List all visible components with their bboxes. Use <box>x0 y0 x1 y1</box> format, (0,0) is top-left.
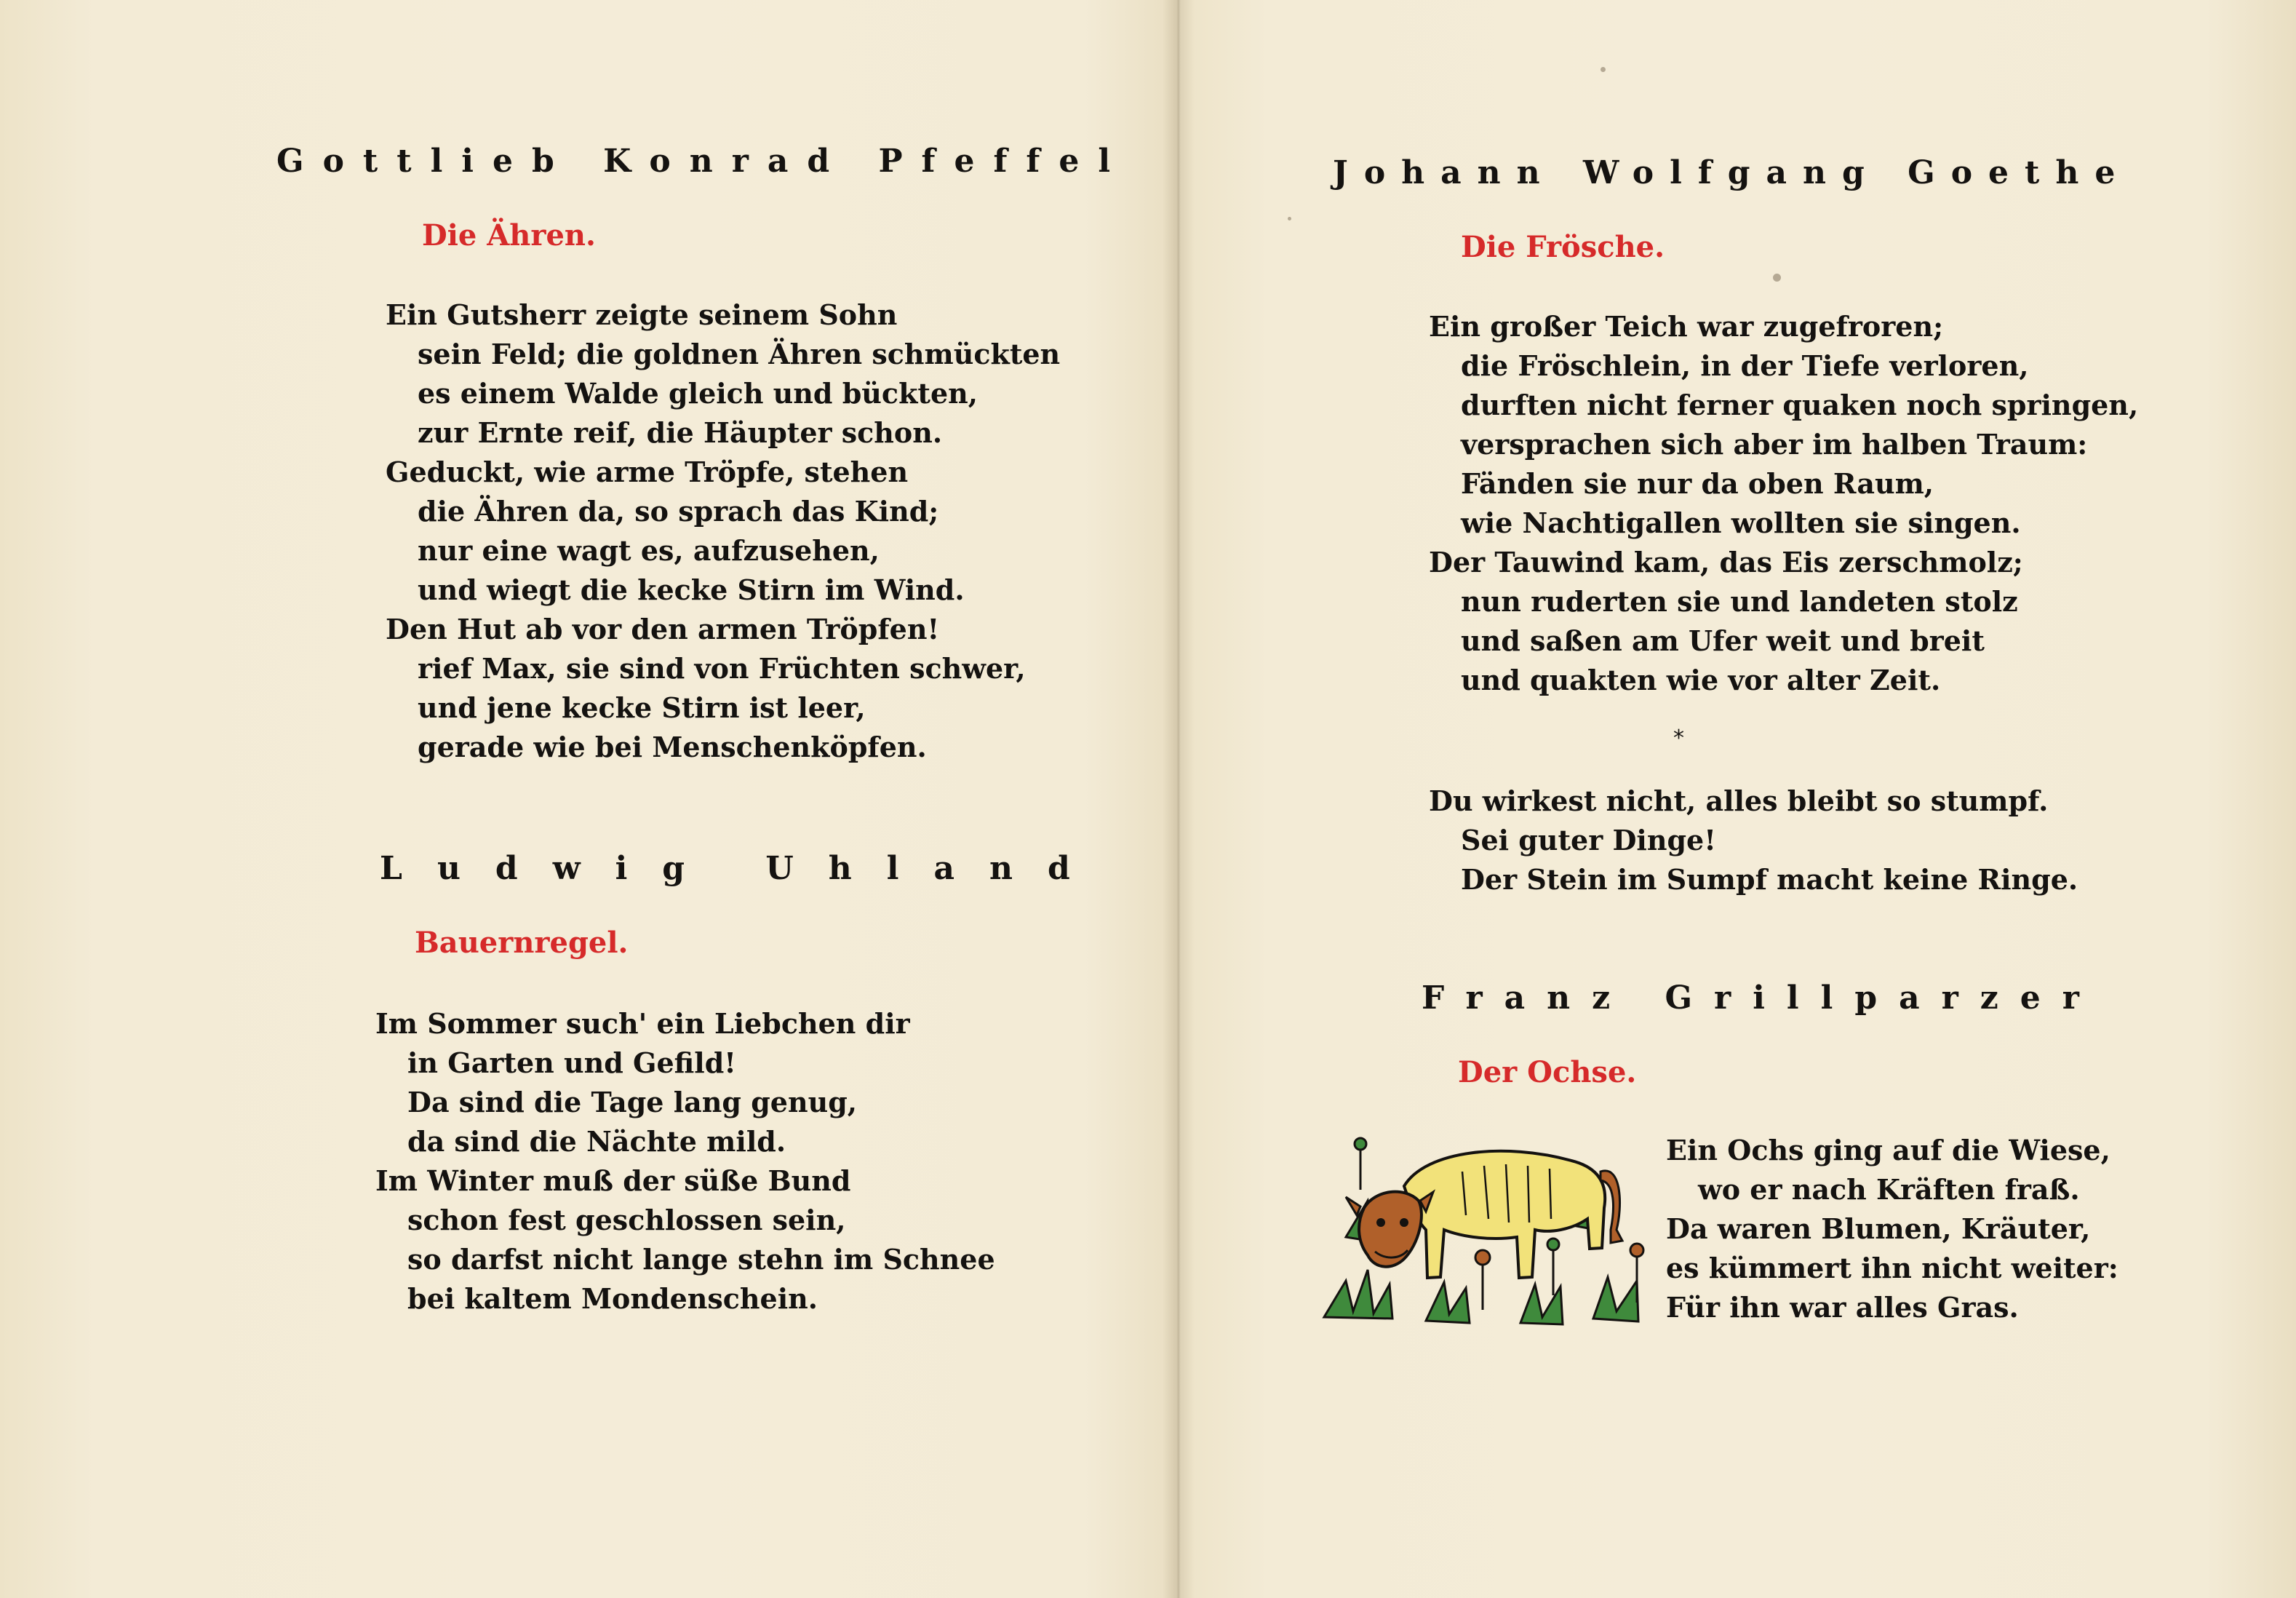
paper-speck <box>1773 274 1781 282</box>
verse-line: bei kaltem Mondenschein. <box>407 1282 818 1315</box>
stanza-separator: * <box>1673 726 1684 751</box>
verse-line: wo er nach Kräften fraß. <box>1698 1173 2080 1206</box>
verse-line: rief Max, sie sind von Früchten schwer, <box>418 652 1026 685</box>
verse-line: und jene kecke Stirn ist leer, <box>418 691 866 724</box>
verse-line: und saßen am Ufer weit und breit <box>1461 624 1985 657</box>
verse-line: wie Nachtigallen wollten sie singen. <box>1461 506 2021 539</box>
verse-line: in Garten und Gefild! <box>407 1046 736 1079</box>
poem-verse-die-aehren <box>386 295 1060 767</box>
book-gutter <box>1163 0 1195 1598</box>
poem-verse-bauernregel <box>375 1004 995 1319</box>
verse-line: Der Stein im Sumpf macht keine Ringe. <box>1461 863 2078 896</box>
poem-verse-die-froesche <box>1429 307 2138 700</box>
verse-line: die Ähren da, so sprach das Kind; <box>418 495 939 528</box>
poem-verse-die-froesche-stanza2 <box>1429 782 2078 899</box>
verse-line: nun ruderten sie und landeten stolz <box>1461 585 2018 618</box>
verse-line: Fänden sie nur da oben Raum, <box>1461 467 1934 500</box>
verse-line: Da sind die Tage lang genug, <box>407 1086 858 1118</box>
paper-speck <box>1288 217 1291 220</box>
verse-line: und quakten wie vor alter Zeit. <box>1461 664 1941 696</box>
verse-line: sein Feld; die goldnen Ähren schmückten <box>418 338 1061 370</box>
verse-line: Sei guter Dinge! <box>1461 824 1716 856</box>
verse-line: Geduckt, wie arme Tröpfe, stehen <box>386 456 909 488</box>
verse-line: Ein großer Teich war zugefroren; <box>1429 310 1944 343</box>
verse-line: Der Tauwind kam, das Eis zerschmolz; <box>1429 546 2023 579</box>
poem-title-die-aehren: Die Ähren. <box>422 218 596 253</box>
verse-line: durften nicht ferner quaken noch springen, <box>1461 389 2139 421</box>
poem-verse-der-ochse <box>1666 1131 2118 1327</box>
verse-line: Ein Ochs ging auf die Wiese, <box>1666 1134 2110 1166</box>
author-uhland: Ludwig Uhland <box>380 850 1105 887</box>
verse-line: so darfst nicht lange stehn im Schnee <box>407 1243 995 1276</box>
author-grillparzer: Franz Grillparzer <box>1422 979 2101 1017</box>
verse-line: Den Hut ab vor den armen Tröpfen! <box>386 613 940 645</box>
verse-line: versprachen sich aber im halben Traum: <box>1461 428 2088 461</box>
verse-line: zur Ernte reif, die Häupter schon. <box>418 416 943 449</box>
verse-line: Da waren Blumen, Kräuter, <box>1666 1212 2091 1245</box>
verse-line: es kümmert ihn nicht weiter: <box>1666 1252 2118 1284</box>
verse-line: Du wirkest nicht, alles bleibt so stumpf. <box>1429 784 2049 817</box>
verse-line: gerade wie bei Menschenköpfen. <box>418 731 927 763</box>
poem-title-bauernregel: Bauernregel. <box>415 926 629 960</box>
poem-title-die-froesche: Die Frösche. <box>1461 230 1665 264</box>
author-goethe: Johann Wolfgang Goethe <box>1333 154 2132 191</box>
verse-line: es einem Walde gleich und bückten, <box>418 377 978 410</box>
verse-line: und wiegt die kecke Stirn im Wind. <box>418 573 965 606</box>
verse-line: schon fest geschlossen sein, <box>407 1204 846 1236</box>
verse-line: da sind die Nächte mild. <box>407 1125 786 1158</box>
paper-speck <box>1601 67 1606 72</box>
verse-line: Im Sommer such' ein Liebchen dir <box>375 1007 910 1040</box>
poem-title-der-ochse: Der Ochse. <box>1458 1055 1637 1089</box>
verse-line: Ein Gutsherr zeigte seinem Sohn <box>386 298 898 331</box>
verse-line: nur eine wagt es, aufzusehen, <box>418 534 880 567</box>
verse-line: die Fröschlein, in der Tiefe verloren, <box>1461 349 2029 382</box>
verse-line: Für ihn war alles Gras. <box>1666 1291 2019 1324</box>
author-pfeffel: Gottlieb Konrad Pfeffel <box>276 143 1130 180</box>
verse-line: Im Winter muß der süße Bund <box>375 1164 851 1197</box>
ox-woodcut-icon <box>1317 1121 1666 1339</box>
